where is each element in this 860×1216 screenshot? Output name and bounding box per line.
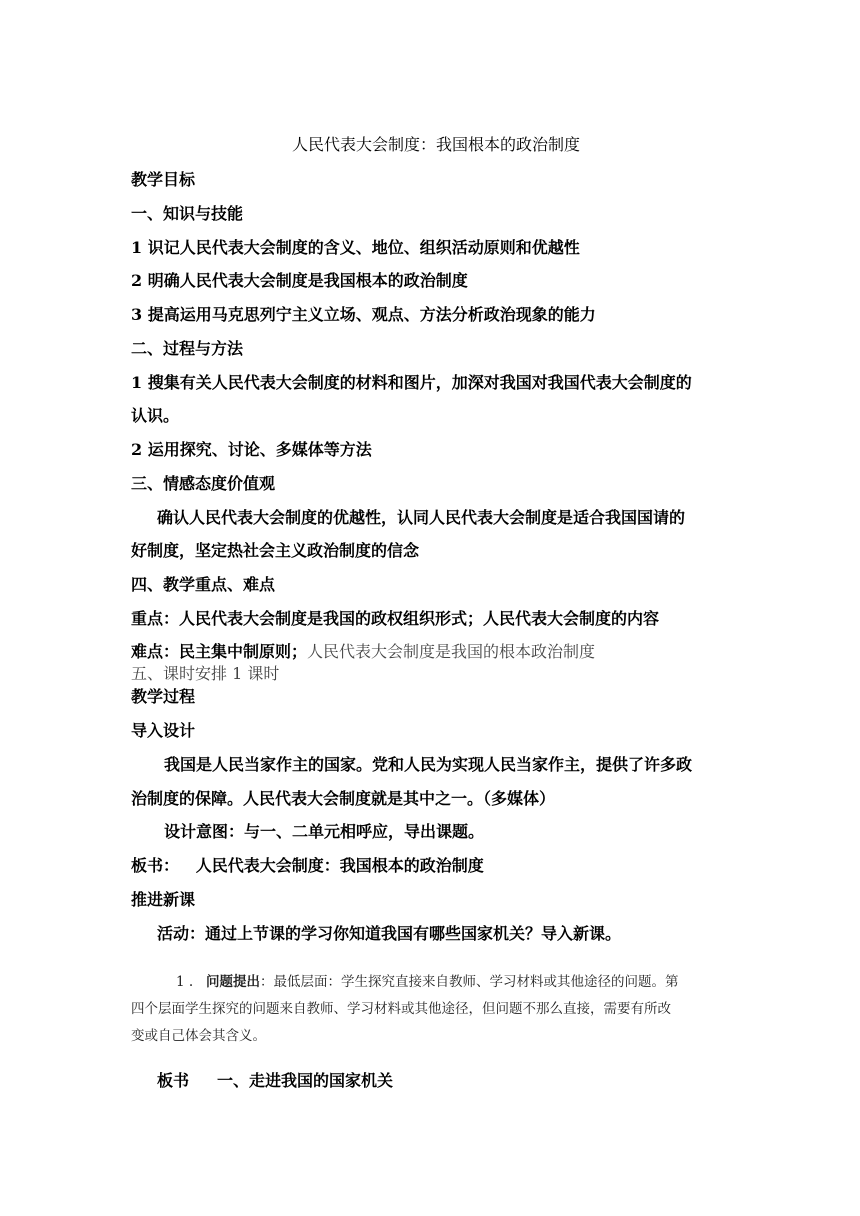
emotion-line-1: 确认人民代表大会制度的优越性，认同人民代表大会制度是适合我国国请的 [157, 508, 686, 527]
knowledge-item-2: 2 明确人民代表大会制度是我国根本的政治制度 [131, 271, 468, 290]
document-title: 人民代表大会制度：我国根本的政治制度 [292, 135, 581, 154]
knowledge-item-3: 3 提高运用马克思列宁主义立场、观点、方法分析政治现象的能力 [131, 305, 596, 324]
difficult-point-prefix: 难点：民主集中制原则； [131, 642, 308, 661]
process-heading: 二、过程与方法 [131, 339, 244, 358]
knowledge-heading: 一、知识与技能 [131, 204, 244, 223]
teaching-process-heading: 教学过程 [131, 687, 196, 706]
key-points-heading: 四、教学重点、难点 [131, 575, 276, 594]
activity-line: 活动：通过上节课的学习你知道我国有哪些国家机关？导入新课。 [157, 924, 622, 943]
note-line-1 [176, 972, 679, 992]
note-line-1-text: ：最低层面：学生探究直接来自教师、学习材料或其他途径的问题。第 [260, 974, 679, 990]
difficult-point [131, 641, 595, 663]
design-intent: 设计意图：与一、二单元相呼应，导出课题。 [164, 822, 485, 841]
note-line-3: 变或自己体会其含义。 [131, 1028, 266, 1044]
key-point: 重点：人民代表大会制度是我国的政权组织形式；人民代表大会制度的内容 [131, 609, 660, 628]
schedule-line: 五、课时安排 1 课时 [131, 664, 280, 683]
difficult-point-rest: 人民代表大会制度是我国的根本政治制度 [307, 642, 596, 661]
objectives-heading: 教学目标 [131, 170, 196, 189]
process-item-1-line-1: 1 搜集有关人民代表大会制度的材料和图片，加深对我国对我国代表大会制度的 [131, 373, 692, 392]
process-item-1-line-2: 认识。 [131, 406, 180, 425]
intro-line-1: 我国是人民当家作主的国家。党和人民为实现人民当家作主，提供了许多政 [164, 755, 693, 774]
emotion-line-2: 好制度，坚定热社会主义政治制度的信念 [131, 541, 420, 560]
note-line-2: 四个层面学生探究的问题来自教师、学习材料或其他途径，但问题不那么直接，需要有所改 [131, 1001, 671, 1017]
board-writing: 板书： 人民代表大会制度：我国根本的政治制度 [131, 856, 484, 875]
note-label: 问题提出 [206, 974, 261, 990]
board-2-label: 板书 [157, 1071, 190, 1090]
intro-heading: 导入设计 [131, 721, 196, 740]
note-number: 1 . [176, 974, 194, 990]
knowledge-item-1: 1 识记人民代表大会制度的含义、地位、组织活动原则和优越性 [131, 238, 580, 257]
new-lesson-heading: 推进新课 [131, 890, 196, 909]
process-item-2: 2 运用探究、讨论、多媒体等方法 [131, 440, 372, 459]
emotion-heading: 三、情感态度价值观 [131, 474, 276, 493]
board-2-text: 一、走进我国的国家机关 [217, 1071, 394, 1090]
intro-line-2: 治制度的保障。人民代表大会制度就是其中之一。（多媒体） [131, 789, 556, 808]
